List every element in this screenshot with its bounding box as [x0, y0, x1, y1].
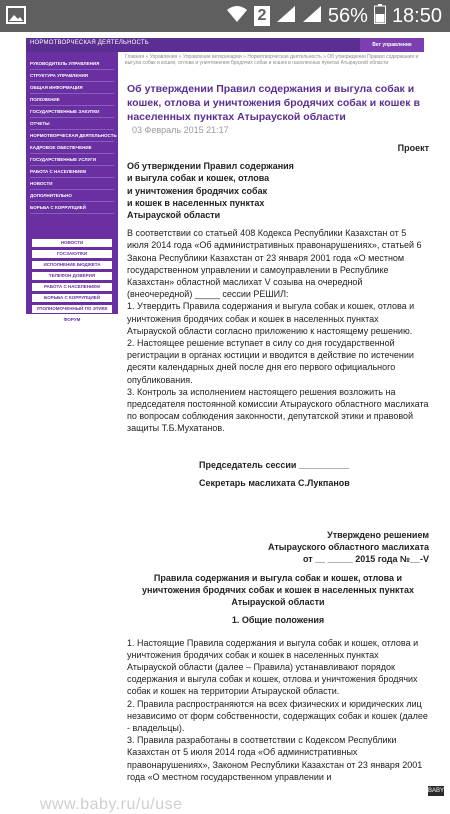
- status-bar: [0, 0, 450, 32]
- sidebar-item-structure[interactable]: СТРУКТУРА УПРАВЛЕНИЯ: [30, 70, 114, 82]
- department-link[interactable]: Вет управление: [360, 38, 424, 52]
- sidebar-item-reports[interactable]: ОТЧЕТЫ: [30, 118, 114, 130]
- web-page: [0, 32, 450, 813]
- doc-paragraph: 3. Правила разработаны в соответствии с Кодексом Республики Казахстан от 5 июля 2014 года «Об административных правонарушениях», Законом Республики Казахстан от 23 января 2001 года «О местном государственном управлении и: [127, 735, 423, 782]
- hotline-button[interactable]: ТЕЛЕФОН ДОВЕРИЯ: [32, 272, 112, 280]
- sidebar-item-additional[interactable]: ДОПОЛНИТЕЛЬНО: [30, 190, 114, 202]
- ethics-button[interactable]: УПОЛНОМОЧЕННЫЙ ПО ЭТИКЕ: [32, 305, 112, 313]
- sim-badge: 2: [254, 6, 270, 26]
- doc-heading-line: и уничтожения бродячих собак: [127, 185, 268, 196]
- watermark: www.baby.ru/u/use: [40, 796, 183, 813]
- page-title: Об утверждении Правил содержания и выгула собак и кошек, отлова и уничтожения бродячих собак и кошек в населенных пунктах Атырауской области: [127, 83, 420, 123]
- approved-line: от __ _____ 2015 года №__-V: [302, 554, 429, 565]
- doc-heading-line: и кошек в населенных пунктах: [127, 197, 265, 208]
- news-button[interactable]: НОВОСТИ: [32, 239, 112, 247]
- sidebar-item-procurement[interactable]: ГОСУДАРСТВЕННЫЕ ЗАКУПКИ: [30, 106, 114, 118]
- site-header-title: НОРМОТВОРЧЕСКАЯ ДЕЯТЕЛЬНОСТЬ: [30, 40, 149, 46]
- section-heading: 1. Общие положения: [231, 615, 325, 626]
- signal-icon: [276, 5, 296, 28]
- watermark-badge: BABY: [428, 788, 445, 794]
- breadcrumb[interactable]: Главная » Управления » Управление ветеринарии » Нормотворческая деятельность » Об утверждении Правил содержания и выгула собак и кошек, отлова и уничтожения бродячих собак и кошек в населенных пунктах Атырауской области: [125, 54, 419, 66]
- sidebar-item-news[interactable]: НОВОСТИ: [30, 178, 114, 190]
- image-icon: [6, 6, 26, 24]
- doc-heading-line: Атырауской области: [127, 210, 221, 221]
- document-body: [127, 142, 429, 783]
- doc-heading-line: и выгула собак и кошек, отлова: [127, 173, 270, 184]
- doc-item: 3. Контроль за исполнением настоящего решения возложить на председателя постоянной комиссии Атырауского областного маслихата по вопросам соблюдения законности, депутатской этики и правовой защиты Т.Б.Мухатанов.: [127, 386, 429, 434]
- procurement-button[interactable]: ГОСЗАКУПКИ: [32, 250, 112, 258]
- signature-chair: Председатель сессии __________: [199, 459, 349, 470]
- signature-secretary: Секретарь маслихата С.Лукпанов: [199, 477, 350, 488]
- battery-percent: 56%: [327, 4, 368, 27]
- doc-intro: В соответствии со статьей 408 Кодекса Республики Казахстан от 5 июля 2014 года «Об административных правонарушениях», статьей 6 Закона Республики Казахстан от 23 января 2001 года «О местном государственном управлении и самоуправлении в Республике Казахстан» областной маслихат V созыва на очередной (внеочередной) _____ сессии РЕШИЛ:: [127, 228, 422, 300]
- approved-line: Утверждено решением: [327, 530, 429, 541]
- sidebar-buttons: [32, 239, 112, 327]
- rules-title: Правила содержания и выгула собак и кошек, отлова и уничтожения бродячих собак и кошек в населенных пунктах Атырауской области: [142, 572, 414, 608]
- sidebar-item-regulation[interactable]: ПОЛОЖЕНИЕ: [30, 94, 114, 106]
- wifi-icon: [226, 5, 248, 28]
- draft-label: Проект: [397, 143, 429, 153]
- sidebar-item-rulemaking[interactable]: НОРМОТВОРЧЕСКАЯ ДЕЯТЕЛЬНОСТЬ: [30, 130, 114, 142]
- clock: 18:50: [391, 4, 442, 27]
- sidebar-item-services[interactable]: ГОСУДАРСТВЕННЫЕ УСЛУГИ: [30, 154, 114, 166]
- citizens-button[interactable]: РАБОТА С НАСЕЛЕНИЕМ: [32, 283, 112, 291]
- sidebar-item-head[interactable]: РУКОВОДИТЕЛЬ УПРАВЛЕНИЯ: [30, 58, 114, 70]
- site-header: [26, 38, 424, 52]
- sidebar-nav: [30, 58, 117, 214]
- doc-paragraph: 2. Правила распространяются на всех физических и юридических лиц независимо от форм собственности, содержащих собак и кошек (далее - владельцы).: [127, 698, 428, 733]
- sidebar-item-general-info[interactable]: ОБЩАЯ ИНФОРМАЦИЯ: [30, 82, 114, 94]
- sidebar-item-citizens[interactable]: РАБОТА С НАСЕЛЕНИЕМ: [30, 166, 114, 178]
- anticorruption-button[interactable]: БОРЬБА С КОРРУПЦИЕЙ: [32, 294, 112, 302]
- doc-heading-line: Об утверждении Правил содержания: [127, 161, 294, 172]
- battery-icon: [374, 4, 386, 29]
- forum-button[interactable]: ФОРУМ: [32, 316, 112, 324]
- doc-paragraph: 1. Настоящие Правила содержания и выгула собак и кошек, отлова и уничтожения бродячих собак и кошек в населенных пунктах Атырауской области (далее – Правила) устанавливают порядок содержания и выгула собак и кошек, отлова и уничтожения бродячих собак и кошек на территории Атырауской области.: [127, 637, 419, 697]
- sidebar: [26, 52, 118, 322]
- sidebar-item-anticorruption[interactable]: БОРЬБА С КОРРУПЦИЕЙ: [30, 202, 114, 214]
- doc-item: 1. Утвердить Правила содержания и выгула собак и кошек, отлова и уничтожения бродячих собак и кошек в населенных пунктах Атырауской области согласно приложению к настоящему решению.: [127, 301, 415, 336]
- doc-item: 2. Настоящее решение вступает в силу со дня государственной регистрации в органах юстиции и вводится в действие по истечении десяти календарных дней после дня его первого официального опубликования.: [127, 338, 414, 385]
- signal-icon: [302, 5, 322, 28]
- publish-date: 03 Февраль 2015 21:17: [132, 125, 229, 135]
- budget-button[interactable]: ИСПОЛНЕНИЕ БЮДЖЕТА: [32, 261, 112, 269]
- approved-line: Атырауского областного маслихата: [267, 542, 429, 553]
- sidebar-item-personnel[interactable]: КАДРОВОЕ ОБЕСПЕЧЕНИЕ: [30, 142, 114, 154]
